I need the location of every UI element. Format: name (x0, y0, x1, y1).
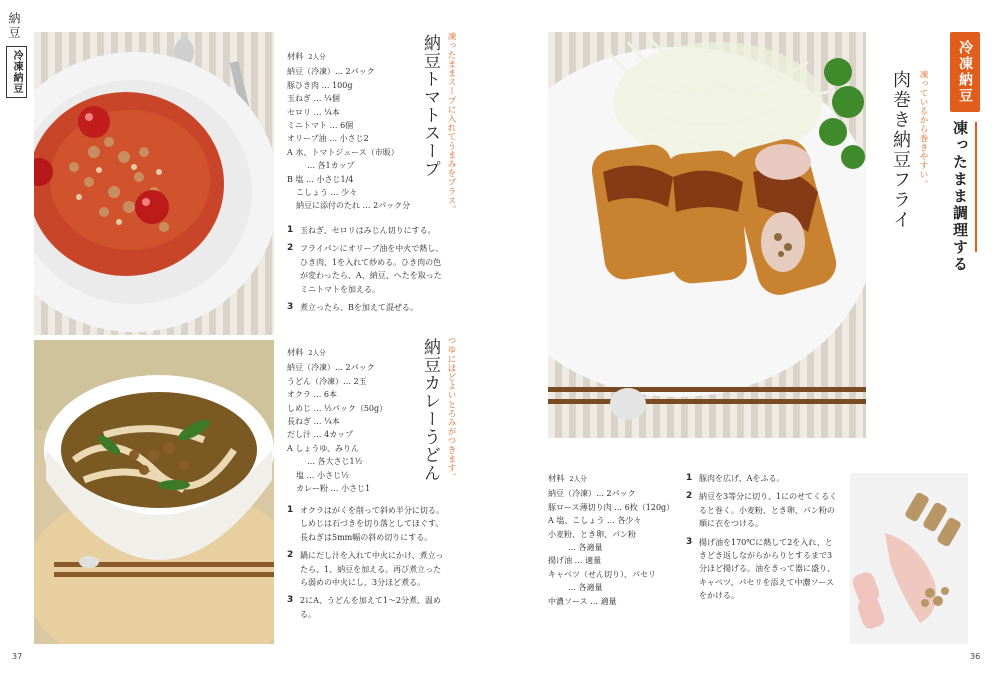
ingredient-line: オリーブ油 … 小さじ2 (287, 134, 369, 144)
ingredient-line: 塩 … 小さじ½ (296, 470, 349, 480)
recipe1-steps (287, 224, 447, 319)
ingredient-line: 小麦粉、とき卵、パン粉 (548, 529, 636, 539)
ingredient-line: ミニトマト … 6個 (287, 121, 354, 131)
recipe1-subtitle: 凍ったままスープに入れてうまみをプラス。 (446, 32, 456, 214)
right-page-number: 36 (970, 652, 981, 661)
ingredient-line: 中濃ソース … 適量 (548, 596, 617, 606)
page-heading: 凍ったまま調理する (951, 120, 969, 273)
ingredient-line: キャベツ（せん切り）、パセリ (548, 569, 656, 579)
recipe1-ingredients (287, 50, 412, 213)
step: 3 2にA、うどんを加えて1〜2分煮、温める。 (287, 595, 442, 619)
ingredient-line: 豚ひき肉 … 100g (287, 80, 353, 90)
recipe2-ingredients-header: 材料 2人分 (287, 347, 326, 357)
ingredient-line: だし汁 … 4カップ (287, 430, 354, 440)
section-tab-right: 冷凍納豆 (950, 32, 980, 112)
ingredient-line: … 各適量 (568, 543, 603, 553)
ingredient-line: 納豆（冷凍）… 2パック (287, 67, 375, 77)
recipe1-title: 納豆トマトスープ (420, 34, 440, 178)
recipe2-title: 納豆カレーうどん (420, 338, 440, 482)
ingredient-line: A しょうゆ、みりん (287, 443, 359, 453)
ingredient-line: 長ねぎ … ¼本 (287, 417, 340, 427)
recipe3-subtitle: 凍っているから巻きやすい。 (918, 70, 928, 189)
ingredient-line: … 各適量 (568, 583, 603, 593)
rolling-process-photo (850, 473, 968, 644)
step: 1 玉ねぎ、セロリはみじん切りにする。 (287, 225, 436, 235)
recipe1-ingredients-header: 材料 2人分 (287, 51, 326, 61)
ingredient-line: 納豆（冷凍）… 2パック (548, 489, 636, 499)
ingredient-line: しめじ … ½パック（50g） (287, 403, 388, 413)
step: 1 豚肉を広げ、Aをふる。 (686, 473, 785, 483)
step: 2 フライパンにオリーブ油を中火で熱し、ひき肉、1を入れて炒める。ひき肉の色が変わったら、A、納豆、へたを取ったミニトマトを加える。 (287, 243, 444, 294)
ingredient-line: 豚ロース薄切り肉 … 6枚（120g） (548, 502, 675, 512)
ingredient-line: セロリ … ¼本 (287, 107, 340, 117)
ingredient-line: A 水、トマトジュース（市販） (287, 147, 399, 157)
recipe2-subtitle: つゆにほどよいとろみがつきます。 (446, 336, 456, 482)
recipe3-steps (686, 472, 838, 608)
ingredient-line: … 各大さじ1½ (307, 457, 363, 467)
tomato-soup-photo (34, 32, 274, 335)
recipe2-steps (287, 504, 447, 626)
ingredient-line: 納豆（冷凍）… 2パック (287, 363, 375, 373)
step: 2 鍋にだし汁を入れて中火にかけ、煮立ったら、1、納豆を加える。再び煮立ったら弱めの中火にし、3分ほど煮る。 (287, 550, 444, 588)
ingredient-line: B 塩 … 小さじ1/4 (287, 174, 354, 184)
step: 3 煮立ったら、Bを加えて混ぜる。 (287, 302, 418, 313)
ingredient-line: 揚げ油 … 適量 (548, 556, 602, 566)
step: 1 オクラはがくを削って斜め半分に切る。しめじは石づきを切り落としてほぐす。長ねぎは5mm幅の斜め切りにする。 (287, 505, 444, 542)
heading-accent-bar (975, 122, 977, 252)
ingredient-line: オクラ … 6本 (287, 390, 338, 400)
fried-roll-photo (548, 32, 866, 438)
ingredient-line: カレー粉 … 小さじ1 (296, 484, 371, 494)
section-tab-left: 冷凍納豆 (6, 46, 27, 98)
recipe3-ingredients (548, 472, 683, 608)
recipe3-title: 肉巻き納豆フライ (890, 70, 911, 230)
ingredient-line: 納豆に添付のたれ … 2パック分 (296, 201, 411, 211)
step: 2 納豆を3等分に切り、1にのせてくるくると巻く。小麦粉、とき卵、パン粉の順に衣をつける。 (686, 491, 838, 529)
recipe3-ingredients-header: 材料 2人分 (548, 473, 587, 483)
ingredient-line: 玉ねぎ … ¼個 (287, 94, 340, 104)
recipe2-ingredients (287, 346, 412, 495)
running-head: 納豆 (7, 12, 21, 40)
curry-udon-photo (34, 340, 274, 644)
ingredient-line: うどん（冷凍）… 2玉 (287, 376, 367, 386)
left-page-number: 37 (12, 652, 23, 661)
ingredient-line: A 塩、こしょう … 各少々 (548, 516, 642, 526)
ingredient-line: こしょう … 少々 (296, 188, 358, 198)
ingredient-line: … 各1カップ (307, 161, 355, 171)
step: 3 揚げ油を170℃に熱して2を入れ、ときどき返しながらからりとするまで3分ほど揚げる。油をきって器に盛り、キャベツ、パセリを添えて中濃ソースをかける。 (686, 536, 835, 601)
